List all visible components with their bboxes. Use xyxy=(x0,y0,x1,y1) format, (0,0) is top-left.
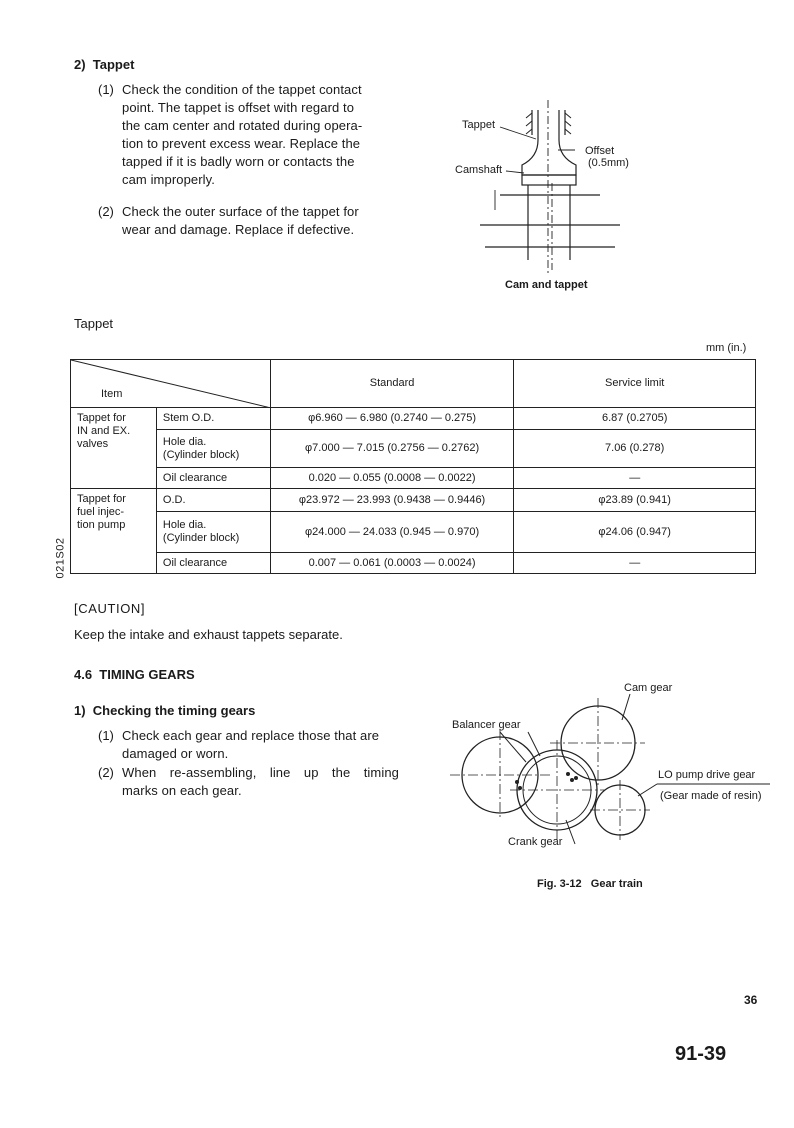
text-line: (Cylinder block) xyxy=(162,448,240,461)
cell-standard: φ7.000 — 7.015 (0.2756 — 0.2762) xyxy=(270,430,514,468)
tappet-item-1-number: (1) xyxy=(98,82,114,97)
text-line: (Cylinder block) xyxy=(162,532,240,544)
header-item: Item xyxy=(101,388,123,400)
tappet-head xyxy=(522,140,576,175)
cell-item: Oil clearance xyxy=(156,553,270,574)
text-line: valves xyxy=(77,438,109,450)
cell-item xyxy=(156,512,270,553)
timing-mark xyxy=(515,780,519,784)
text-line: marks on each gear. xyxy=(122,783,242,798)
timing-item-2-text xyxy=(122,764,399,800)
header-standard: Standard xyxy=(270,360,514,408)
text-line: tapped if it is badly worn or contacts the xyxy=(122,154,355,169)
subsection-heading-checking-timing-gears: 1) Checking the timing gears xyxy=(74,703,256,718)
cell-standard: 0.007 — 0.061 (0.0003 — 0.0024) xyxy=(270,553,514,574)
text-line: wear and damage. Replace if defective. xyxy=(122,222,355,237)
text-line: Hole dia. xyxy=(162,435,207,448)
figure-label-cam-gear: Cam gear xyxy=(624,682,673,694)
text-line: tion pump xyxy=(77,519,126,531)
row-group-in-ex-valves xyxy=(71,408,157,489)
guide-hatching xyxy=(526,113,571,134)
cell-service-limit: φ24.06 (0.947) xyxy=(514,512,756,553)
timing-item-2-number: (2) xyxy=(98,765,114,780)
tappet-item-2-number: (2) xyxy=(98,204,114,219)
table-row xyxy=(71,408,756,430)
header-service-limit: Service limit xyxy=(514,360,756,408)
text-line: point. The tappet is offset with regard to xyxy=(122,100,355,115)
manual-page-number: 91-39 xyxy=(675,1043,727,1065)
table-row xyxy=(71,553,756,574)
figure-caption-cam-and-tappet: Cam and tappet xyxy=(505,279,588,291)
table-row xyxy=(71,512,756,553)
text-line: When re-assembling, line up the timing xyxy=(122,765,399,780)
cell-standard: φ24.000 — 24.033 (0.945 — 0.970) xyxy=(270,512,514,553)
cell-service-limit: — xyxy=(514,553,756,574)
text-line: the cam center and rotated during opera- xyxy=(122,118,363,133)
cell-standard: 0.020 — 0.055 (0.0008 — 0.0022) xyxy=(270,468,514,489)
row-group-fuel-injection-pump xyxy=(71,489,157,574)
cam-gear-leader xyxy=(622,694,630,720)
side-margin-code: 021S02 xyxy=(54,537,67,579)
text-line: Tappet for xyxy=(77,493,126,505)
cell-item: Stem O.D. xyxy=(156,408,270,430)
table-row xyxy=(71,468,756,489)
table-header-row xyxy=(71,360,756,408)
camshaft-leader xyxy=(506,171,524,173)
cam-lobe xyxy=(522,175,576,185)
cell-standard: φ6.960 — 6.980 (0.2740 — 0.275) xyxy=(270,408,514,430)
figure-label-lo-pump-drive-gear: LO pump drive gear xyxy=(658,769,756,781)
balancer-gear-leader-1 xyxy=(500,732,526,762)
figure-label-offset-value: (0.5mm) xyxy=(588,157,629,169)
timing-item-1-text xyxy=(122,727,399,763)
figure-caption-gear-train: Fig. 3-12 Gear train xyxy=(537,878,643,890)
figure-label-gear-material: (Gear made of resin) xyxy=(660,790,762,802)
timing-item-1-number: (1) xyxy=(98,728,114,743)
cell-item: Oil clearance xyxy=(156,468,270,489)
caution-label: [CAUTION] xyxy=(74,601,146,616)
cell-service-limit: 7.06 (0.278) xyxy=(514,430,756,468)
header-item-cell xyxy=(71,360,271,408)
caution-text: Keep the intake and exhaust tappets separate. xyxy=(74,627,343,642)
timing-mark xyxy=(570,778,574,782)
cell-item: O.D. xyxy=(156,489,270,512)
table-title: Tappet xyxy=(74,316,114,331)
timing-mark xyxy=(574,776,578,780)
timing-mark xyxy=(518,786,522,790)
text-line: fuel injec- xyxy=(77,506,125,518)
figure-label-balancer-gear: Balancer gear xyxy=(452,719,521,731)
figure-label-crank-gear: Crank gear xyxy=(508,836,563,848)
figure-label-tappet: Tappet xyxy=(462,119,496,131)
table-row xyxy=(71,489,756,512)
lo-pump-drive-gear xyxy=(595,785,645,835)
figure-label-camshaft: Camshaft xyxy=(455,164,503,176)
text-line: Tappet for xyxy=(77,412,126,424)
text-line: cam improperly. xyxy=(122,172,216,187)
cell-item xyxy=(156,430,270,468)
section-heading-tappet: 2) Tappet xyxy=(74,57,135,72)
text-line: Check each gear and replace those that are xyxy=(122,728,380,743)
text-line: Check the condition of the tappet contact xyxy=(122,82,362,97)
cell-service-limit: — xyxy=(514,468,756,489)
table-row xyxy=(71,430,756,468)
text-line: Check the outer surface of the tappet for xyxy=(122,204,359,219)
crank-gear-leader xyxy=(566,820,575,844)
tappet-leader xyxy=(500,127,536,139)
section-heading-timing-gears: 4.6 TIMING GEARS xyxy=(74,667,195,682)
cell-service-limit: φ23.89 (0.941) xyxy=(514,489,756,512)
lo-pump-leader xyxy=(638,784,657,796)
cell-service-limit: 6.87 (0.2705) xyxy=(514,408,756,430)
tappet-item-2-text xyxy=(122,203,399,239)
tappet-item-1-text xyxy=(122,81,399,189)
tappet-spec-table xyxy=(70,359,756,574)
figure-label-offset: Offset xyxy=(585,145,615,157)
text-line: IN and EX. xyxy=(77,425,131,437)
page-number: 36 xyxy=(744,993,758,1007)
timing-mark xyxy=(566,772,570,776)
text-line: tion to prevent excess wear. Replace the xyxy=(122,136,361,151)
table-unit: mm (in.) xyxy=(706,342,747,354)
cell-standard: φ23.972 — 23.993 (0.9438 — 0.9446) xyxy=(270,489,514,512)
text-line: damaged or worn. xyxy=(122,746,229,761)
text-line: Hole dia. xyxy=(162,519,207,531)
